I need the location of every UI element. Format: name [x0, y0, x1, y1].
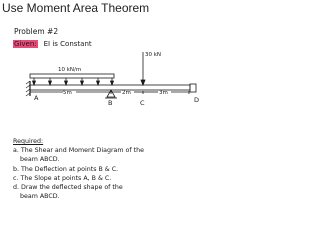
required-item-b [13, 165, 144, 174]
distributed-load-label: 10 kN/m [58, 67, 82, 73]
required-item-b-prefix: b. [13, 165, 19, 173]
required-item-c-prefix: c. [13, 174, 19, 182]
page-title: Use Moment Area Theorem [2, 1, 150, 15]
point-load-arrowhead [141, 80, 145, 85]
required-title: Required: [13, 138, 44, 145]
required-item-c [13, 174, 144, 183]
required-item-b-text: The Deflection at points B & C. [21, 165, 119, 173]
required-item-d-text: Draw the deflected shape of the [21, 184, 123, 192]
distributed-load-arrows [33, 78, 114, 85]
point-label-a: A [34, 94, 39, 102]
required-item-a-cont: beam ABCD. [20, 156, 60, 164]
distributed-load-top [30, 74, 114, 78]
point-label-b: B [108, 99, 113, 107]
required-item-a-prefix: a. [13, 147, 19, 155]
required-item-d-cont: beam ABCD. [20, 193, 60, 201]
required-section [13, 137, 144, 201]
point-label-d: D [194, 96, 200, 104]
required-item-d [13, 183, 144, 192]
span-label-cd: 3m [159, 90, 168, 96]
required-item-d-prefix: d. [13, 184, 19, 192]
given-text: EI is Constant [43, 40, 92, 48]
span-label-bc: 2m [122, 90, 131, 96]
given-label: Given: [14, 40, 37, 48]
point-load-label: 30 kN [145, 52, 162, 58]
span-label-ab: 5m [63, 90, 72, 96]
required-item-c-text: The Slope at points A, B & C. [20, 174, 112, 182]
support-D [190, 84, 196, 92]
required-item-a [13, 146, 144, 155]
point-label-c: C [140, 99, 145, 107]
beam-diagram [0, 44, 200, 136]
required-item-a-text: The Shear and Moment Diagram of the [20, 147, 144, 155]
problem-heading: Problem #2 [14, 27, 59, 36]
